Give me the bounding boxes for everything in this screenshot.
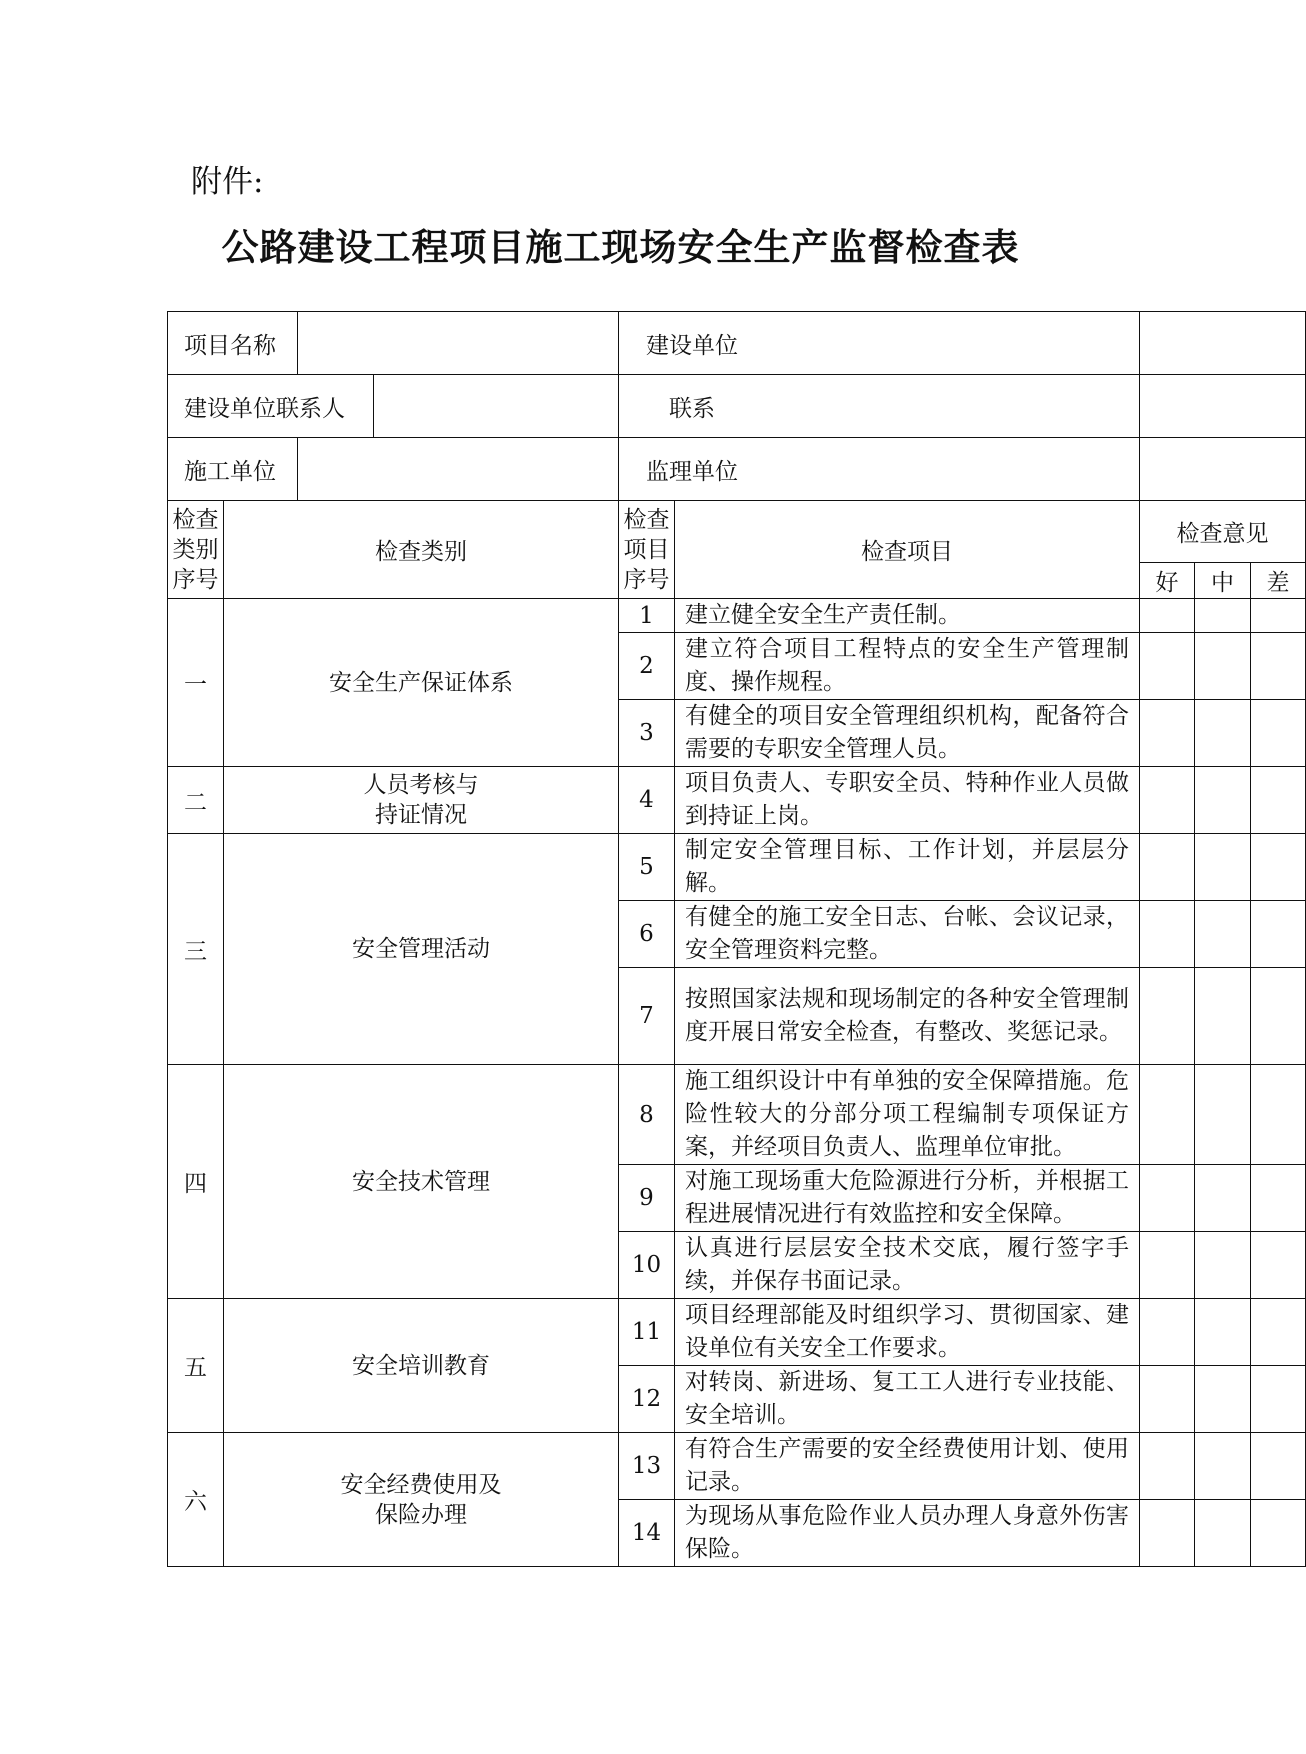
table-row xyxy=(168,767,1306,834)
category-name xyxy=(224,1065,619,1299)
contact-field[interactable] xyxy=(1140,375,1306,438)
info-row-3 xyxy=(168,438,1306,501)
item-number: 3 xyxy=(619,700,675,767)
opinion-poor-cell[interactable] xyxy=(1251,834,1306,901)
supervisor-label-text: 监理单位 xyxy=(646,458,738,485)
item-number: 11 xyxy=(619,1299,675,1366)
opinion-medium-cell[interactable] xyxy=(1195,834,1251,901)
opinion-medium-cell[interactable] xyxy=(1195,1299,1251,1366)
opinion-good-cell[interactable] xyxy=(1140,700,1195,767)
opinion-good-cell[interactable] xyxy=(1140,1065,1195,1165)
opinion-good-cell[interactable] xyxy=(1140,968,1195,1065)
category-name xyxy=(224,767,619,834)
opinion-medium-cell[interactable] xyxy=(1195,1232,1251,1299)
item-text: 建立健全安全生产责任制。 xyxy=(675,599,1140,633)
opinion-good-cell[interactable] xyxy=(1140,1165,1195,1232)
project-name-field[interactable] xyxy=(298,312,619,375)
attachment-label: 附件: xyxy=(191,164,264,200)
category-name xyxy=(224,1433,619,1567)
project-name-label: 项目名称 xyxy=(168,312,298,375)
opinion-poor-cell[interactable] xyxy=(1251,1366,1306,1433)
opinion-good-cell[interactable] xyxy=(1140,599,1195,633)
item-text: 有符合生产需要的安全经费使用计划、使用记录。 xyxy=(675,1433,1140,1500)
item-number: 13 xyxy=(619,1433,675,1500)
builder-field[interactable] xyxy=(1140,312,1306,375)
supervisor-label xyxy=(619,438,1140,501)
item-number: 10 xyxy=(619,1232,675,1299)
category-name xyxy=(224,1299,619,1433)
opinion-poor-cell[interactable] xyxy=(1251,1065,1306,1165)
item-number: 14 xyxy=(619,1500,675,1567)
table-row xyxy=(168,1433,1306,1500)
category-name-line: 安全生产保证体系 xyxy=(329,669,513,696)
item-text: 为现场从事危险作业人员办理人身意外伤害保险。 xyxy=(675,1500,1140,1567)
opinion-poor-cell[interactable] xyxy=(1251,1165,1306,1232)
category-number: 五 xyxy=(168,1299,224,1433)
opinion-medium-cell[interactable] xyxy=(1195,1500,1251,1567)
category-name-line: 人员考核与 xyxy=(363,772,479,798)
col-opinion-header: 检查意见 xyxy=(1140,501,1306,563)
item-text: 制定安全管理目标、工作计划，并层层分解。 xyxy=(675,834,1140,901)
opinion-medium-cell[interactable] xyxy=(1195,767,1251,834)
opinion-poor-cell[interactable] xyxy=(1251,1433,1306,1500)
category-number: 一 xyxy=(168,599,224,767)
opinion-medium-cell[interactable] xyxy=(1195,700,1251,767)
item-text: 施工组织设计中有单独的安全保障措施。危险性较大的分部分项工程编制专项保证方案，并经项目负责人、监理单位审批。 xyxy=(675,1065,1140,1165)
item-text: 建立符合项目工程特点的安全生产管理制度、操作规程。 xyxy=(675,633,1140,700)
col-good-header: 好 xyxy=(1140,563,1195,599)
item-number: 2 xyxy=(619,633,675,700)
category-name-line: 安全经费使用及 xyxy=(340,1471,502,1498)
category-name-line: 安全培训教育 xyxy=(352,1352,490,1379)
item-number: 1 xyxy=(619,599,675,633)
item-text: 认真进行层层安全技术交底，履行签字手续，并保存书面记录。 xyxy=(675,1232,1140,1299)
opinion-poor-cell[interactable] xyxy=(1251,700,1306,767)
opinion-good-cell[interactable] xyxy=(1140,1232,1195,1299)
builder-label xyxy=(619,312,1140,375)
col-category-header: 检查类别 xyxy=(224,501,619,599)
opinion-medium-cell[interactable] xyxy=(1195,1165,1251,1232)
item-number: 4 xyxy=(619,767,675,834)
opinion-medium-cell[interactable] xyxy=(1195,1366,1251,1433)
opinion-poor-cell[interactable] xyxy=(1251,901,1306,968)
builder-contact-field[interactable] xyxy=(374,375,619,438)
inspection-table xyxy=(167,311,1306,1567)
opinion-good-cell[interactable] xyxy=(1140,901,1195,968)
header-row-1 xyxy=(168,501,1306,563)
table-row xyxy=(168,599,1306,633)
table-row xyxy=(168,1299,1306,1366)
item-text: 项目经理部能及时组织学习、贯彻国家、建设单位有关安全工作要求。 xyxy=(675,1299,1140,1366)
col-item-no-line: 检查 xyxy=(623,506,670,533)
category-name-line: 保险办理 xyxy=(375,1501,467,1528)
col-item-header: 检查项目 xyxy=(675,501,1140,599)
col-cat-no-line: 序号 xyxy=(172,566,219,593)
item-number: 9 xyxy=(619,1165,675,1232)
category-name xyxy=(224,599,619,767)
col-item-no-line: 项目 xyxy=(623,536,670,563)
info-row-2 xyxy=(168,375,1306,438)
category-name-line: 安全技术管理 xyxy=(352,1168,490,1195)
opinion-poor-cell[interactable] xyxy=(1251,599,1306,633)
constructor-label: 施工单位 xyxy=(168,438,298,501)
supervisor-field[interactable] xyxy=(1140,438,1306,501)
opinion-medium-cell[interactable] xyxy=(1195,968,1251,1065)
col-poor-header: 差 xyxy=(1251,563,1306,599)
opinion-medium-cell[interactable] xyxy=(1195,901,1251,968)
col-item-no-line: 序号 xyxy=(623,566,670,593)
col-item-no-header xyxy=(619,501,675,599)
opinion-good-cell[interactable] xyxy=(1140,1299,1195,1366)
col-cat-no-header xyxy=(168,501,224,599)
category-number: 六 xyxy=(168,1433,224,1567)
constructor-field[interactable] xyxy=(298,438,619,501)
contact-label xyxy=(619,375,1140,438)
col-cat-no-line: 类别 xyxy=(172,536,219,563)
col-medium-header: 中 xyxy=(1195,563,1251,599)
category-name-line: 安全管理活动 xyxy=(352,936,490,962)
category-number: 三 xyxy=(168,834,224,1065)
item-text: 对转岗、新进场、复工工人进行专业技能、安全培训。 xyxy=(675,1366,1140,1433)
opinion-medium-cell[interactable] xyxy=(1195,633,1251,700)
opinion-good-cell[interactable] xyxy=(1140,633,1195,700)
item-number: 7 xyxy=(619,968,675,1065)
opinion-good-cell[interactable] xyxy=(1140,1433,1195,1500)
category-number: 四 xyxy=(168,1065,224,1299)
opinion-medium-cell[interactable] xyxy=(1195,1065,1251,1165)
item-number: 6 xyxy=(619,901,675,968)
opinion-good-cell[interactable] xyxy=(1140,767,1195,834)
builder-contact-label: 建设单位联系人 xyxy=(168,375,374,438)
page-title: 公路建设工程项目施工现场安全生产监督检查表 xyxy=(221,225,1020,269)
opinion-poor-cell[interactable] xyxy=(1251,767,1306,834)
contact-label-text: 联系 xyxy=(669,395,715,422)
item-text: 有健全的施工安全日志、台帐、会议记录，安全管理资料完整。 xyxy=(675,901,1140,968)
table-row xyxy=(168,834,1306,901)
builder-label-text: 建设单位 xyxy=(646,332,738,359)
opinion-good-cell[interactable] xyxy=(1140,1500,1195,1567)
opinion-poor-cell[interactable] xyxy=(1251,1500,1306,1567)
opinion-good-cell[interactable] xyxy=(1140,834,1195,901)
table-row xyxy=(168,1065,1306,1165)
opinion-medium-cell[interactable] xyxy=(1195,1433,1251,1500)
category-name-line: 持证情况 xyxy=(375,802,467,828)
opinion-poor-cell[interactable] xyxy=(1251,1232,1306,1299)
item-text: 项目负责人、专职安全员、特种作业人员做到持证上岗。 xyxy=(675,767,1140,834)
item-number: 12 xyxy=(619,1366,675,1433)
opinion-medium-cell[interactable] xyxy=(1195,599,1251,633)
category-number: 二 xyxy=(168,767,224,834)
item-number: 8 xyxy=(619,1065,675,1165)
info-row-1 xyxy=(168,312,1306,375)
opinion-good-cell[interactable] xyxy=(1140,1366,1195,1433)
item-text: 有健全的项目安全管理组织机构，配备符合需要的专职安全管理人员。 xyxy=(675,700,1140,767)
item-number: 5 xyxy=(619,834,675,901)
category-name xyxy=(224,834,619,1065)
item-text: 对施工现场重大危险源进行分析，并根据工程进展情况进行有效监控和安全保障。 xyxy=(675,1165,1140,1232)
item-text: 按照国家法规和现场制定的各种安全管理制度开展日常安全检查，有整改、奖惩记录。 xyxy=(675,968,1140,1065)
opinion-poor-cell[interactable] xyxy=(1251,633,1306,700)
col-cat-no-line: 检查 xyxy=(172,506,219,533)
opinion-poor-cell[interactable] xyxy=(1251,968,1306,1065)
opinion-poor-cell[interactable] xyxy=(1251,1299,1306,1366)
